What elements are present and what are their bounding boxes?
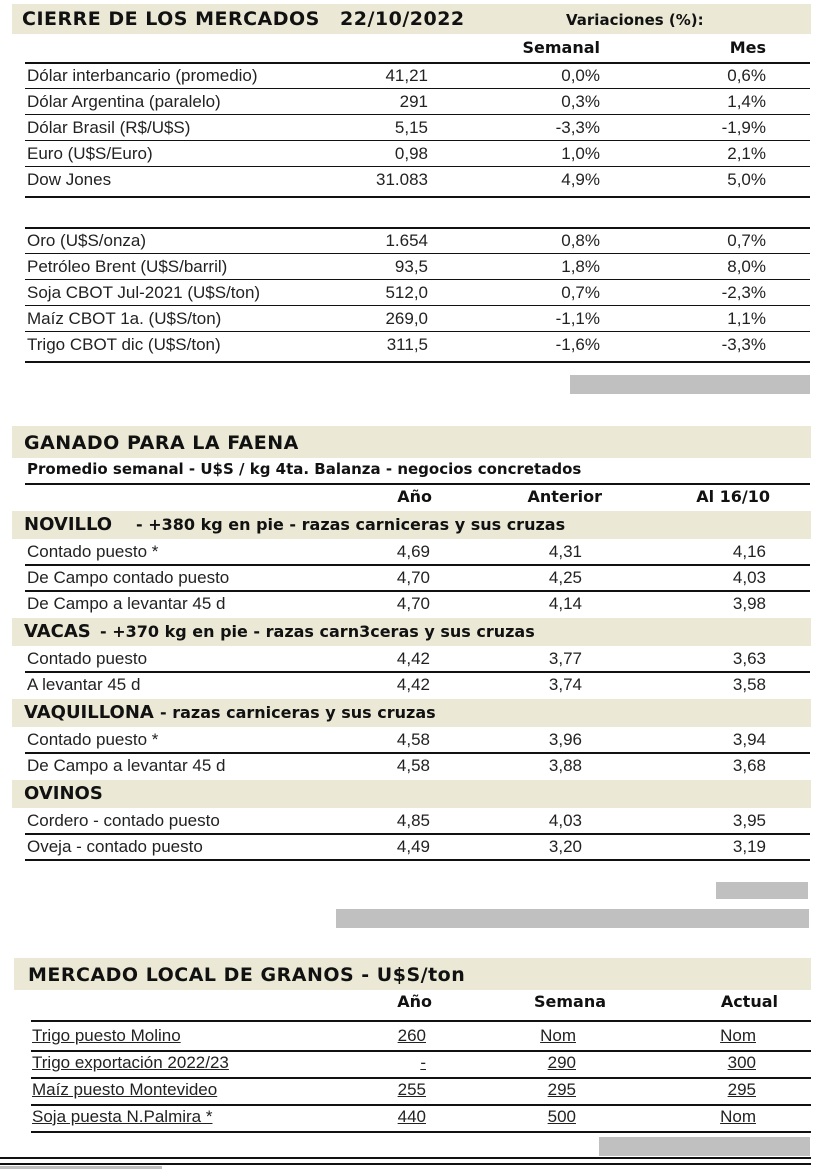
markets-title: CIERRE DE LOS MERCADOS — [22, 8, 320, 30]
cattle-subtitle: Promedio semanal - U$S / kg 4ta. Balanza - negocios concretados — [27, 460, 582, 478]
cattle-label: Cordero - contado puesto — [27, 811, 220, 830]
divider — [25, 590, 810, 592]
cattle-previous: 3,77 — [548, 649, 582, 668]
market-month: 5,0% — [727, 170, 766, 189]
market-label: Soja CBOT Jul-2021 (U$S/ton) — [27, 283, 261, 302]
market-label: Maíz CBOT 1a. (U$S/ton) — [27, 309, 222, 328]
divider — [25, 305, 810, 306]
cattle-current: 3,95 — [732, 811, 766, 830]
grain-label: Soja puesta N.Palmira * — [32, 1107, 213, 1126]
divider — [25, 361, 810, 363]
market-weekly: 0,0% — [561, 66, 600, 85]
grain-year: 255 — [397, 1080, 426, 1099]
group-description: - razas carniceras y sus cruzas — [160, 703, 436, 722]
bottom-rule — [0, 1157, 811, 1159]
divider — [31, 1077, 811, 1079]
group-name: VACAS — [24, 621, 91, 642]
cattle-previous: 3,88 — [548, 756, 582, 775]
market-value: 5,15 — [394, 118, 428, 137]
market-value: 31.083 — [376, 170, 428, 189]
cattle-label: A levantar 45 d — [27, 675, 141, 694]
cattle-year: 4,49 — [396, 837, 430, 856]
market-label: Oro (U$S/onza) — [27, 231, 147, 250]
group-name: NOVILLO — [24, 514, 113, 535]
cattle-year: 4,58 — [396, 756, 430, 775]
grains-title: MERCADO LOCAL DE GRANOS - U$S/ton — [28, 964, 466, 986]
col-current: Al 16/10 — [696, 487, 770, 506]
cattle-previous: 3,74 — [548, 675, 582, 694]
cattle-current: 3,58 — [732, 675, 766, 694]
divider — [25, 331, 810, 332]
market-month: 0,6% — [727, 66, 766, 85]
market-label: Euro (U$S/Euro) — [27, 144, 153, 163]
market-value: 269,0 — [385, 309, 428, 328]
cattle-title: GANADO PARA LA FAENA — [24, 432, 299, 454]
cattle-current: 4,16 — [732, 542, 766, 561]
cattle-label: De Campo a levantar 45 d — [27, 594, 226, 613]
divider — [25, 859, 810, 861]
cattle-label: De Campo contado puesto — [27, 568, 230, 587]
cattle-year: 4,42 — [396, 675, 430, 694]
divider — [25, 833, 810, 835]
cattle-year: 4,70 — [396, 594, 430, 613]
grain-year: 440 — [397, 1107, 426, 1126]
divider — [25, 253, 810, 254]
market-weekly: 0,8% — [561, 231, 600, 250]
market-value: 512,0 — [385, 283, 428, 302]
cattle-previous: 3,96 — [548, 730, 582, 749]
variations-label: Variaciones (%): — [566, 11, 704, 29]
divider — [25, 88, 810, 89]
divider — [25, 114, 810, 115]
market-label: Dólar Brasil (R$/U$S) — [27, 118, 191, 137]
market-label: Dólar interbancario (promedio) — [27, 66, 258, 85]
grain-current: 300 — [727, 1053, 756, 1072]
cattle-current: 3,63 — [732, 649, 766, 668]
col-year: Año — [397, 487, 432, 506]
market-value: 291 — [399, 92, 428, 111]
grain-week: Nom — [540, 1026, 576, 1045]
gray-bar — [336, 909, 809, 928]
cattle-previous: 4,31 — [548, 542, 582, 561]
cattle-label: Contado puesto * — [27, 542, 159, 561]
col-month: Mes — [729, 38, 766, 57]
market-value: 93,5 — [394, 257, 428, 276]
gray-bar — [570, 375, 810, 394]
cattle-year: 4,69 — [396, 542, 430, 561]
divider — [25, 752, 810, 754]
cattle-label: De Campo a levantar 45 d — [27, 756, 226, 775]
market-month: 0,7% — [727, 231, 766, 250]
col-week: Semana — [533, 992, 606, 1011]
cattle-current: 3,68 — [732, 756, 766, 775]
market-month: 1,4% — [727, 92, 766, 111]
cattle-previous: 4,03 — [548, 811, 582, 830]
grain-year: 260 — [397, 1026, 426, 1045]
grain-week: 295 — [547, 1080, 576, 1099]
divider — [25, 564, 810, 566]
grain-week: 500 — [547, 1107, 576, 1126]
market-month: -2,3% — [721, 283, 766, 302]
gray-bar — [716, 882, 808, 899]
cattle-label: Oveja - contado puesto — [27, 837, 203, 856]
market-weekly: -1,6% — [555, 335, 600, 354]
divider — [25, 62, 810, 64]
group-name: VAQUILLONA — [24, 702, 154, 723]
col-current: Actual — [720, 992, 778, 1011]
grain-week: 290 — [547, 1053, 576, 1072]
cattle-current: 3,94 — [732, 730, 766, 749]
col-weekly: Semanal — [522, 38, 600, 57]
divider — [25, 671, 810, 673]
market-month: -3,3% — [721, 335, 766, 354]
divider — [25, 483, 810, 485]
col-year: Año — [397, 992, 432, 1011]
market-weekly: 1,0% — [561, 144, 600, 163]
grain-label: Maíz puesto Montevideo — [32, 1080, 218, 1099]
grain-label: Trigo exportación 2022/23 — [32, 1053, 229, 1072]
divider — [25, 279, 810, 280]
cattle-previous: 4,14 — [548, 594, 582, 613]
market-weekly: -3,3% — [555, 118, 600, 137]
market-weekly: -1,1% — [555, 309, 600, 328]
cattle-previous: 4,25 — [548, 568, 582, 587]
market-value: 0,98 — [394, 144, 428, 163]
market-weekly: 0,3% — [561, 92, 600, 111]
group-description: - +380 kg en pie - razas carniceras y sus cruzas — [136, 515, 566, 534]
grain-current: 295 — [727, 1080, 756, 1099]
cattle-year: 4,70 — [396, 568, 430, 587]
col-previous: Anterior — [527, 487, 602, 506]
market-month: 1,1% — [727, 309, 766, 328]
gray-bar — [599, 1137, 810, 1156]
market-month: 8,0% — [727, 257, 766, 276]
cattle-year: 4,85 — [396, 811, 430, 830]
market-month: 2,1% — [727, 144, 766, 163]
divider — [31, 1131, 811, 1133]
divider — [25, 166, 810, 167]
cattle-previous: 3,20 — [548, 837, 582, 856]
market-label: Dólar Argentina (paralelo) — [27, 92, 221, 111]
group-name: OVINOS — [24, 783, 103, 804]
market-month: -1,9% — [721, 118, 766, 137]
markets-date: 22/10/2022 — [340, 8, 465, 30]
market-weekly: 4,9% — [561, 170, 600, 189]
grain-current: Nom — [720, 1026, 756, 1045]
grain-current: Nom — [720, 1107, 756, 1126]
bottom-rule — [0, 1163, 811, 1165]
market-label: Petróleo Brent (U$S/barril) — [27, 257, 228, 276]
cattle-current: 4,03 — [732, 568, 766, 587]
cattle-current: 3,19 — [732, 837, 766, 856]
market-label: Trigo CBOT dic (U$S/ton) — [27, 335, 221, 354]
divider — [25, 140, 810, 141]
divider — [31, 1020, 811, 1022]
market-weekly: 1,8% — [561, 257, 600, 276]
divider — [31, 1050, 811, 1052]
cattle-year: 4,42 — [396, 649, 430, 668]
divider — [31, 1104, 811, 1106]
cattle-label: Contado puesto — [27, 649, 148, 668]
grain-year: - — [420, 1053, 426, 1072]
market-value: 41,21 — [385, 66, 428, 85]
cattle-current: 3,98 — [732, 594, 766, 613]
cattle-label: Contado puesto * — [27, 730, 159, 749]
group-band — [12, 780, 811, 808]
market-label: Dow Jones — [27, 170, 112, 189]
market-value: 311,5 — [386, 335, 428, 354]
group-description: - +370 kg en pie - razas carn3ceras y sus cruzas — [100, 622, 535, 641]
market-weekly: 0,7% — [561, 283, 600, 302]
market-value: 1.654 — [385, 231, 428, 250]
grain-label: Trigo puesto Molino — [32, 1026, 181, 1045]
divider — [25, 227, 810, 229]
divider — [25, 196, 810, 198]
cattle-year: 4,58 — [396, 730, 430, 749]
